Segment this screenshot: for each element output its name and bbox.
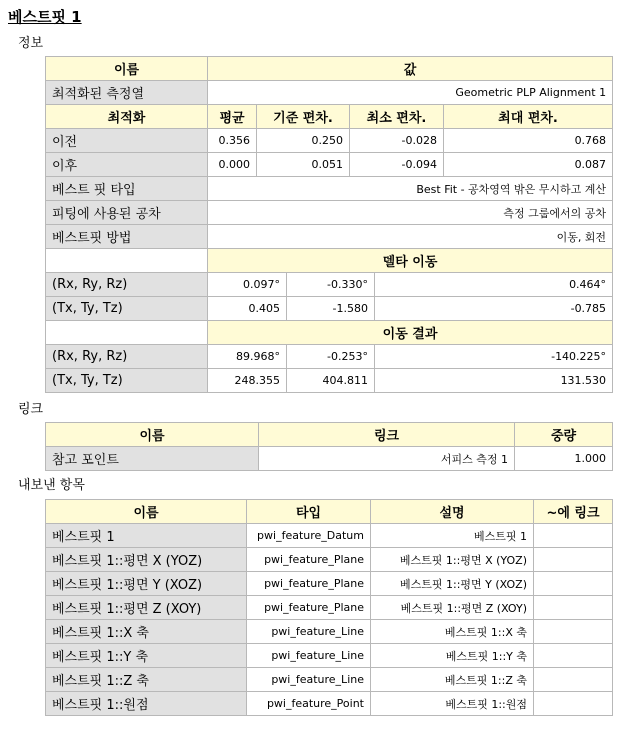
exports-table (45, 499, 613, 716)
delta-value-1: 0.405 (208, 297, 287, 321)
export-desc: 베스트핏 1::원점 (371, 692, 534, 716)
result-translation-row (46, 369, 613, 393)
stats-header-mean: 평균 (208, 105, 257, 129)
links-table (45, 422, 613, 471)
table-row (46, 668, 613, 692)
fitting-tolerance-label: 피팅에 사용된 공차 (46, 201, 208, 225)
stats-max-dev-value: 0.087 (444, 153, 613, 177)
delta-row-label: (Rx, Ry, Rz) (46, 273, 208, 297)
export-link (534, 644, 613, 668)
info-section-label: 정보 (18, 36, 44, 51)
result-value-3: 131.530 (375, 369, 613, 393)
stats-max-dev-value: 0.768 (444, 129, 613, 153)
result-value-3: -140.225° (375, 345, 613, 369)
page-title: 베스트핏 1 (8, 8, 82, 26)
result-header: 이동 결과 (208, 321, 613, 345)
bestfit-type-row (46, 177, 613, 201)
result-value-2: -0.253° (287, 345, 375, 369)
exports-section-label: 내보낸 항목 (18, 478, 85, 493)
export-type: pwi_feature_Plane (247, 572, 371, 596)
result-value-1: 89.968° (208, 345, 287, 369)
delta-row-label: (Tx, Ty, Tz) (46, 297, 208, 321)
stats-header-label: 최적화 (46, 105, 208, 129)
bestfit-type-value: Best Fit - 공차영역 밖은 무시하고 계산 (208, 177, 613, 201)
export-link (534, 572, 613, 596)
export-name: 베스트핏 1::Y 축 (46, 644, 247, 668)
stats-header-std-dev: 기준 편차. (257, 105, 350, 129)
export-type: pwi_feature_Plane (247, 596, 371, 620)
fitting-tolerance-value: 측정 그룹에서의 공차 (208, 201, 613, 225)
delta-value-3: 0.464° (375, 273, 613, 297)
bestfit-method-label: 베스트핏 방법 (46, 225, 208, 249)
delta-value-1: 0.097° (208, 273, 287, 297)
result-header-row (46, 321, 613, 345)
delta-header: 델타 이동 (208, 249, 613, 273)
table-row (46, 524, 613, 548)
exports-header-desc: 설명 (371, 500, 534, 524)
export-name: 베스트핏 1::평면 Z (XOY) (46, 596, 247, 620)
export-link (534, 548, 613, 572)
export-name: 베스트핏 1::Z 축 (46, 668, 247, 692)
table-row (46, 620, 613, 644)
result-value-2: 404.811 (287, 369, 375, 393)
table-row (46, 548, 613, 572)
table-row (46, 644, 613, 668)
table-row (46, 447, 613, 471)
optimized-measure-value: Geometric PLP Alignment 1 (208, 81, 613, 105)
stats-header-row (46, 105, 613, 129)
result-rotation-row (46, 345, 613, 369)
stats-row-before (46, 129, 613, 153)
optimized-measure-row (46, 81, 613, 105)
exports-header-type: 타입 (247, 500, 371, 524)
export-name: 베스트핏 1::평면 Y (XOZ) (46, 572, 247, 596)
links-header-name: 이름 (46, 423, 259, 447)
export-name: 베스트핏 1::원점 (46, 692, 247, 716)
export-desc: 베스트핏 1::평면 Y (XOZ) (371, 572, 534, 596)
export-desc: 베스트핏 1::평면 Z (XOY) (371, 596, 534, 620)
table-row (46, 692, 613, 716)
export-desc: 베스트핏 1::평면 X (YOZ) (371, 548, 534, 572)
table-row (46, 596, 613, 620)
export-desc: 베스트핏 1::Z 축 (371, 668, 534, 692)
stats-min-dev-value: -0.094 (350, 153, 444, 177)
delta-header-blank (46, 249, 208, 273)
link-weight: 1.000 (515, 447, 613, 471)
delta-value-2: -0.330° (287, 273, 375, 297)
export-type: pwi_feature_Point (247, 692, 371, 716)
delta-translation-row (46, 297, 613, 321)
link-name: 참고 포인트 (46, 447, 259, 471)
bestfit-method-value: 이동, 회전 (208, 225, 613, 249)
export-link (534, 524, 613, 548)
fitting-tolerance-row (46, 201, 613, 225)
export-link (534, 692, 613, 716)
links-section-label: 링크 (18, 402, 44, 417)
stats-mean-value: 0.356 (208, 129, 257, 153)
stats-header-min-dev: 최소 편차. (350, 105, 444, 129)
result-header-blank (46, 321, 208, 345)
stats-row-after (46, 153, 613, 177)
export-link (534, 668, 613, 692)
stats-std-dev-value: 0.051 (257, 153, 350, 177)
stats-row-label: 이후 (46, 153, 208, 177)
result-value-1: 248.355 (208, 369, 287, 393)
bestfit-type-label: 베스트 핏 타입 (46, 177, 208, 201)
links-header-link: 링크 (259, 423, 515, 447)
links-header-weight: 중량 (515, 423, 613, 447)
export-name: 베스트핏 1::평면 X (YOZ) (46, 548, 247, 572)
info-header-value: 값 (208, 57, 613, 81)
links-header-row (46, 423, 613, 447)
stats-std-dev-value: 0.250 (257, 129, 350, 153)
result-row-label: (Rx, Ry, Rz) (46, 345, 208, 369)
stats-mean-value: 0.000 (208, 153, 257, 177)
export-type: pwi_feature_Line (247, 668, 371, 692)
stats-row-label: 이전 (46, 129, 208, 153)
delta-value-3: -0.785 (375, 297, 613, 321)
export-type: pwi_feature_Line (247, 644, 371, 668)
exports-header-link: ~에 링크 (534, 500, 613, 524)
export-type: pwi_feature_Datum (247, 524, 371, 548)
export-name: 베스트핏 1::X 축 (46, 620, 247, 644)
exports-header-row (46, 500, 613, 524)
optimized-measure-label: 최적화된 측정열 (46, 81, 208, 105)
export-desc: 베스트핏 1::Y 축 (371, 644, 534, 668)
export-type: pwi_feature_Plane (247, 548, 371, 572)
export-link (534, 596, 613, 620)
table-row (46, 572, 613, 596)
info-table (45, 56, 613, 393)
result-row-label: (Tx, Ty, Tz) (46, 369, 208, 393)
stats-header-max-dev: 최대 편차. (444, 105, 613, 129)
delta-rotation-row (46, 273, 613, 297)
export-name: 베스트핏 1 (46, 524, 247, 548)
exports-header-name: 이름 (46, 500, 247, 524)
delta-value-2: -1.580 (287, 297, 375, 321)
link-target[interactable]: 서피스 측정 1 (259, 447, 515, 471)
export-desc: 베스트핏 1::X 축 (371, 620, 534, 644)
delta-header-row (46, 249, 613, 273)
info-header-name: 이름 (46, 57, 208, 81)
stats-min-dev-value: -0.028 (350, 129, 444, 153)
bestfit-method-row (46, 225, 613, 249)
export-link (534, 620, 613, 644)
info-header-row (46, 57, 613, 81)
export-desc: 베스트핏 1 (371, 524, 534, 548)
export-type: pwi_feature_Line (247, 620, 371, 644)
